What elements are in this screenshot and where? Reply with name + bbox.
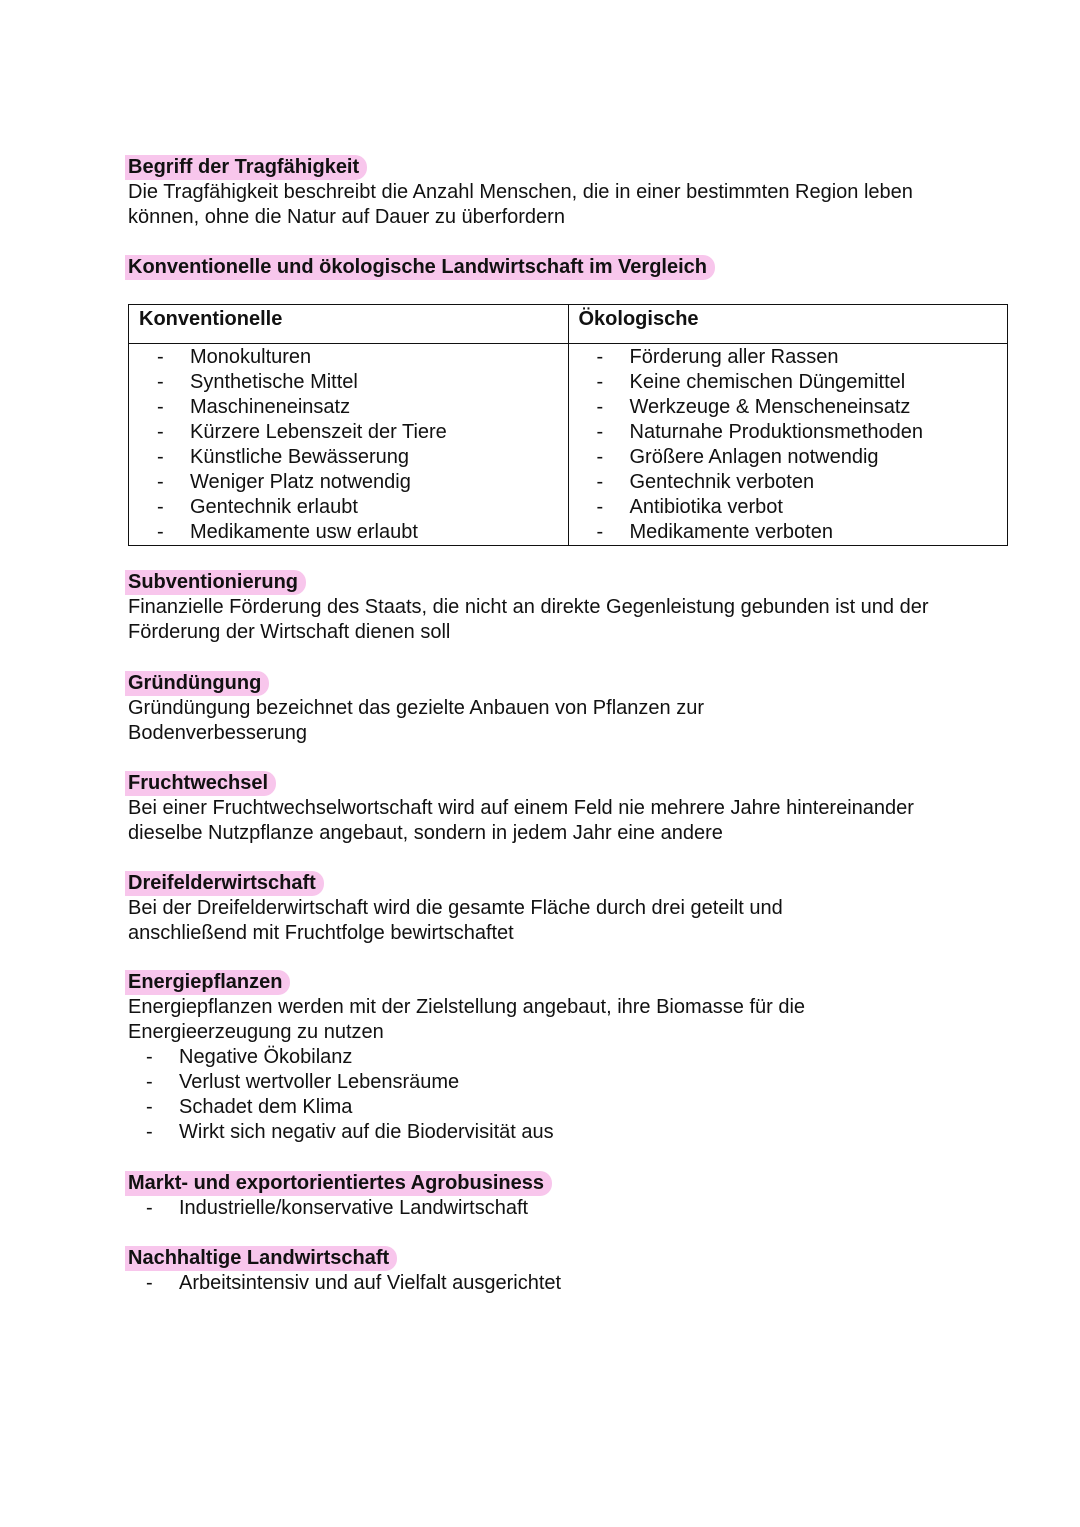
section-vergleich <box>128 255 1008 280</box>
dash-bullet: - <box>596 346 604 368</box>
list-item <box>129 345 568 370</box>
list-item-text: Maschineneinsatz <box>190 396 351 418</box>
list-item <box>128 1070 1008 1095</box>
list-item <box>128 1196 1008 1221</box>
list-item <box>129 520 568 545</box>
list-item <box>129 470 568 495</box>
dash-bullet: - <box>596 371 604 393</box>
list-item <box>569 345 1008 370</box>
list-item <box>569 395 1008 420</box>
list-item-text: Antibiotika verbot <box>629 496 783 518</box>
heading: Energiepflanzen <box>125 970 290 995</box>
list-item-text: Monokulturen <box>190 346 312 368</box>
list-item-text: Werkzeuge & Menscheneinsatz <box>629 396 911 418</box>
section-dreifelder <box>128 871 1008 946</box>
dash-bullet: - <box>146 1046 153 1068</box>
list-item-text: Förderung aller Rassen <box>629 346 839 368</box>
paragraph: Bei der Dreifelderwirtschaft wird die gesamte Fläche durch drei geteilt und anschließend mit Fruchtfolge bewirtschaftet <box>128 897 783 944</box>
paragraph: Bei einer Fruchtwechselwortschaft wird auf einem Feld nie mehrere Jahre hintereinander dieselbe Nutzpflanze angebaut, sondern in jedem Jahr eine andere <box>128 797 914 844</box>
list-item-text: Negative Ökobilanz <box>179 1046 353 1068</box>
list-item <box>129 395 568 420</box>
heading: Begriff der Tragfähigkeit <box>125 155 367 180</box>
header-oekologische: Ökologische <box>568 305 1008 344</box>
dash-bullet: - <box>596 421 604 443</box>
dash-bullet: - <box>596 396 604 418</box>
heading: Gründüngung <box>125 671 269 696</box>
comparison-table <box>128 304 1008 546</box>
list-item <box>569 420 1008 445</box>
list-item <box>128 1095 1008 1120</box>
section-nachhaltig <box>128 1246 1008 1296</box>
list-item-text: Verlust wertvoller Lebensräume <box>179 1071 460 1093</box>
list-item-text: Kürzere Lebenszeit der Tiere <box>190 421 447 443</box>
section-energie <box>128 970 1008 1145</box>
paragraph: Die Tragfähigkeit beschreibt die Anzahl Menschen, die in einer bestimmten Region leben können, ohne die Natur auf Dauer zu überfordern <box>128 181 913 228</box>
heading: Markt- und exportorientiertes Agrobusiness <box>125 1171 552 1196</box>
list-item-text: Gentechnik erlaubt <box>190 496 358 518</box>
dash-bullet: - <box>157 471 164 493</box>
dash-bullet: - <box>146 1096 153 1118</box>
list-item <box>569 445 1008 470</box>
dash-bullet: - <box>157 346 164 368</box>
list-item <box>129 370 568 395</box>
list-item-text: Gentechnik verboten <box>629 471 815 493</box>
list-item <box>129 420 568 445</box>
list-item <box>128 1045 1008 1070</box>
heading: Dreifelderwirtschaft <box>125 871 324 896</box>
column-konventionelle <box>129 344 569 546</box>
list-item <box>129 495 568 520</box>
column-oekologische <box>568 344 1008 546</box>
list-item-text: Größere Anlagen notwendig <box>629 446 879 468</box>
dash-bullet: - <box>146 1272 153 1294</box>
dash-bullet: - <box>157 496 164 518</box>
list-item <box>569 370 1008 395</box>
list-item-text: Medikamente verboten <box>629 521 833 543</box>
list-item <box>129 445 568 470</box>
list-item <box>569 470 1008 495</box>
paragraph: Energiepflanzen werden mit der Zielstellung angebaut, ihre Biomasse für die Energieerzeugung zu nutzen <box>128 996 806 1043</box>
dash-bullet: - <box>157 396 164 418</box>
dash-bullet: - <box>596 471 604 493</box>
section-subvention <box>128 570 1008 645</box>
dash-bullet: - <box>596 446 604 468</box>
dash-bullet: - <box>596 521 604 543</box>
list-item <box>569 495 1008 520</box>
dash-bullet: - <box>146 1197 153 1219</box>
list-item <box>128 1120 1008 1145</box>
list-item-text: Medikamente usw erlaubt <box>190 521 418 543</box>
dash-bullet: - <box>157 371 164 393</box>
list-item-text: Naturnahe Produktionsmethoden <box>629 421 924 443</box>
list-item <box>569 520 1008 545</box>
paragraph: Finanzielle Förderung des Staats, die nicht an direkte Gegenleistung gebunden ist und der Förderung der Wirtschaft dienen soll <box>128 596 929 643</box>
list-item-text: Industrielle/konservative Landwirtschaft <box>179 1197 529 1219</box>
dash-bullet: - <box>157 521 164 543</box>
dash-bullet: - <box>596 496 604 518</box>
section-tragfaehigkeit <box>128 155 1008 230</box>
section-gruenduengung <box>128 671 1008 746</box>
list-item <box>128 1271 1008 1296</box>
paragraph: Gründüngung bezeichnet das gezielte Anbauen von Pflanzen zur Bodenverbesserung <box>128 697 704 744</box>
section-agrobusiness <box>128 1171 1008 1221</box>
dash-bullet: - <box>146 1071 153 1093</box>
list-item-text: Künstliche Bewässerung <box>190 446 410 468</box>
dash-bullet: - <box>146 1121 153 1143</box>
heading: Fruchtwechsel <box>125 771 276 796</box>
list-item-text: Wirkt sich negativ auf die Biodervisität aus <box>179 1121 554 1143</box>
list-item-text: Schadet dem Klima <box>179 1096 353 1118</box>
list-item-text: Synthetische Mittel <box>190 371 358 393</box>
heading: Nachhaltige Landwirtschaft <box>125 1246 397 1271</box>
dash-bullet: - <box>157 446 164 468</box>
section-fruchtwechsel <box>128 771 1008 846</box>
header-konventionelle: Konventionelle <box>129 305 569 344</box>
list-item-text: Weniger Platz notwendig <box>190 471 411 493</box>
list-item-text: Keine chemischen Düngemittel <box>629 371 906 393</box>
heading: Konventionelle und ökologische Landwirtschaft im Vergleich <box>125 255 715 280</box>
heading: Subventionierung <box>125 570 306 595</box>
list-item-text: Arbeitsintensiv und auf Vielfalt ausgerichtet <box>179 1272 562 1294</box>
dash-bullet: - <box>157 421 164 443</box>
